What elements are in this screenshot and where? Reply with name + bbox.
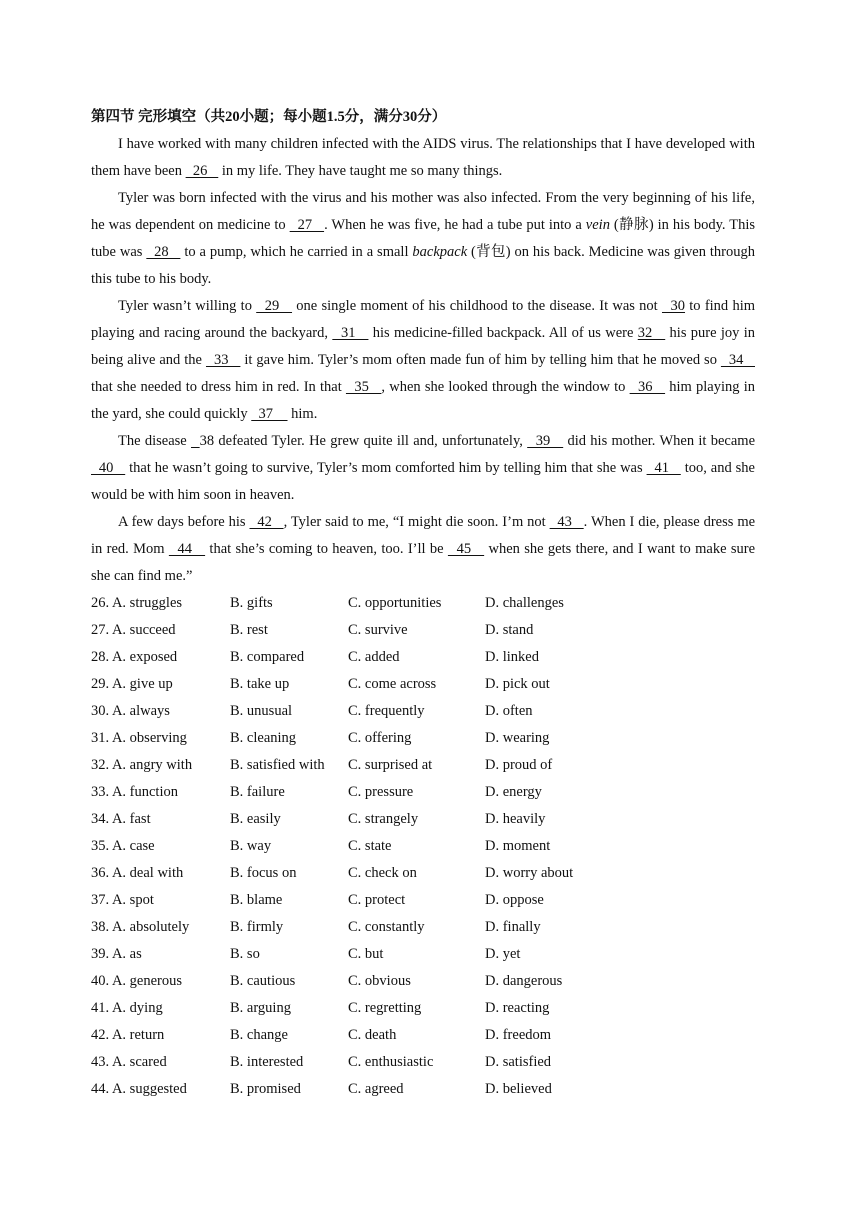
passage-text: 38 defeated Tyler. He grew quite ill and, unfortunately, <box>199 433 528 449</box>
question-options-row <box>91 968 755 995</box>
passage-text: one single moment of his childhood to the disease. It was not <box>292 298 662 314</box>
blank-number: 42 <box>249 514 284 530</box>
option-b: B. arguing <box>230 1000 291 1016</box>
option-b: B. blame <box>230 892 283 908</box>
blank-number: 40 <box>91 460 126 476</box>
passage-text: Tyler wasn’t willing to <box>118 298 257 314</box>
option-c: C. death <box>348 1027 397 1043</box>
question-options-row <box>91 698 755 725</box>
passage-text: that she’s coming to heaven, too. I’ll be <box>205 541 448 557</box>
option-d: D. pick out <box>485 676 550 692</box>
passage-text: . When he was five, he had a tube put into a <box>324 217 586 233</box>
option-c: C. obvious <box>348 973 411 989</box>
option-a: 33. A. function <box>91 784 178 800</box>
options-list <box>91 590 755 1103</box>
option-c: C. but <box>348 946 384 962</box>
passage-text: too, and she would be with him soon in heaven. <box>91 460 755 503</box>
cloze-passage <box>91 131 755 590</box>
option-d: D. moment <box>485 838 551 854</box>
option-a: 40. A. generous <box>91 973 183 989</box>
question-options-row <box>91 671 755 698</box>
option-c: C. pressure <box>348 784 414 800</box>
italic-term: backpack <box>412 244 468 260</box>
question-options-row <box>91 914 755 941</box>
option-d: D. believed <box>485 1081 552 1097</box>
option-a: 37. A. spot <box>91 892 154 908</box>
option-a: 31. A. observing <box>91 730 187 746</box>
blank-number <box>191 433 200 449</box>
blank-number: 39 <box>527 433 564 449</box>
option-c: C. opportunities <box>348 595 442 611</box>
option-b: B. promised <box>230 1081 301 1097</box>
option-a: 30. A. always <box>91 703 170 719</box>
passage-text: , Tyler said to me, “I might die soon. I’m not <box>283 514 550 530</box>
option-b: B. cleaning <box>230 730 297 746</box>
passage-paragraph <box>91 293 755 428</box>
option-c: C. frequently <box>348 703 425 719</box>
option-d: D. heavily <box>485 811 546 827</box>
question-options-row <box>91 725 755 752</box>
option-b: B. focus on <box>230 865 297 881</box>
option-a: 27. A. succeed <box>91 622 176 638</box>
option-a: 35. A. case <box>91 838 155 854</box>
option-c: C. check on <box>348 865 417 881</box>
option-a: 29. A. give up <box>91 676 173 692</box>
blank-number: 26 <box>185 163 219 179</box>
option-d: D. dangerous <box>485 973 563 989</box>
option-c: C. constantly <box>348 919 425 935</box>
passage-paragraph <box>91 131 755 185</box>
question-options-row <box>91 644 755 671</box>
passage-text: . When I die, please dress me in red. Mom <box>91 514 756 557</box>
option-c: C. come across <box>348 676 437 692</box>
passage-text: to find him playing and racing around the backyard, <box>91 298 756 341</box>
option-d: D. energy <box>485 784 542 800</box>
option-b: B. interested <box>230 1054 304 1070</box>
blank-number: 37 <box>251 406 288 422</box>
option-d: D. worry about <box>485 865 574 881</box>
option-a: 36. A. deal with <box>91 865 184 881</box>
passage-text: to a pump, which he carried in a small <box>180 244 413 260</box>
blank-number: 30 <box>661 298 686 314</box>
option-b: B. unusual <box>230 703 293 719</box>
blank-number: 44 <box>168 541 206 557</box>
question-options-row <box>91 1022 755 1049</box>
passage-text: in my life. They have taught me so many things. <box>218 163 503 179</box>
blank-number: 36 <box>629 379 666 395</box>
blank-number: 31 <box>332 325 369 341</box>
option-d: D. stand <box>485 622 534 638</box>
option-b: B. compared <box>230 649 305 665</box>
passage-paragraph <box>91 428 755 509</box>
option-a: 28. A. exposed <box>91 649 178 665</box>
blank-number: 27 <box>289 217 325 233</box>
passage-text: that he wasn’t going to survive, Tyler’s mom comforted him by telling him that she was <box>125 460 647 476</box>
blank-number: 34 <box>720 352 755 368</box>
option-d: D. satisfied <box>485 1054 552 1070</box>
option-d: D. proud of <box>485 757 553 773</box>
passage-text: Tyler was born infected with the virus and his mother was also infected. From the very beginning of his life, he was dependent on medicine to <box>91 190 755 233</box>
option-c: C. strangely <box>348 811 419 827</box>
passage-text: The disease <box>118 433 192 449</box>
passage-text: his medicine-filled backpack. All of us were <box>368 325 638 341</box>
option-a: 38. A. absolutely <box>91 919 190 935</box>
blank-number: 45 <box>447 541 485 557</box>
option-b: B. take up <box>230 676 290 692</box>
option-c: C. added <box>348 649 400 665</box>
option-a: 42. A. return <box>91 1027 165 1043</box>
option-d: D. reacting <box>485 1000 550 1016</box>
question-options-row <box>91 590 755 617</box>
option-b: B. failure <box>230 784 285 800</box>
option-c: C. surprised at <box>348 757 433 773</box>
question-options-row <box>91 995 755 1022</box>
option-d: D. yet <box>485 946 521 962</box>
passage-text: that she needed to dress him in red. In that <box>91 379 346 395</box>
question-options-row <box>91 860 755 887</box>
question-options-row <box>91 806 755 833</box>
option-c: C. offering <box>348 730 412 746</box>
option-b: B. firmly <box>230 919 284 935</box>
option-b: B. way <box>230 838 272 854</box>
option-b: B. gifts <box>230 595 273 611</box>
option-d: D. linked <box>485 649 539 665</box>
option-c: C. enthusiastic <box>348 1054 434 1070</box>
passage-text: I have worked with many children infected with the AIDS virus. The relationships that I have developed with them have been <box>91 136 755 179</box>
question-options-row <box>91 752 755 779</box>
option-c: C. protect <box>348 892 406 908</box>
option-a: 26. A. struggles <box>91 595 183 611</box>
blank-number: 28 <box>146 244 181 260</box>
passage-text: when she gets there, and I want to make sure she can find me.” <box>91 541 756 584</box>
blank-number: 35 <box>345 379 382 395</box>
passage-text: (背包) on his back. Medicine was given through this tube to his body. <box>91 244 755 287</box>
passage-text: his pure joy in being alive and the <box>91 325 755 368</box>
option-c: C. agreed <box>348 1081 404 1097</box>
option-c: C. survive <box>348 622 408 638</box>
option-a: 39. A. as <box>91 946 142 962</box>
blank-number: 41 <box>646 460 681 476</box>
question-options-row <box>91 941 755 968</box>
passage-paragraph <box>91 509 755 590</box>
option-b: B. change <box>230 1027 288 1043</box>
blank-number: 43 <box>549 514 584 530</box>
option-c: C. state <box>348 838 392 854</box>
passage-text: it gave him. Tyler’s mom often made fun of him by telling him that he moved so <box>240 352 721 368</box>
question-options-row <box>91 779 755 806</box>
option-b: B. cautious <box>230 973 296 989</box>
option-b: B. so <box>230 946 260 962</box>
italic-term: vein <box>585 217 610 233</box>
passage-text: him. <box>287 406 318 422</box>
blank-number: 29 <box>256 298 293 314</box>
option-c: C. regretting <box>348 1000 422 1016</box>
option-a: 41. A. dying <box>91 1000 163 1016</box>
option-d: D. finally <box>485 919 541 935</box>
option-d: D. often <box>485 703 533 719</box>
option-d: D. wearing <box>485 730 550 746</box>
question-options-row <box>91 1076 755 1103</box>
question-options-row <box>91 617 755 644</box>
option-a: 44. A. suggested <box>91 1081 187 1097</box>
blank-number: 33 <box>205 352 241 368</box>
passage-text: did his mother. When it became <box>563 433 756 449</box>
option-a: 43. A. scared <box>91 1054 167 1070</box>
option-d: D. oppose <box>485 892 544 908</box>
option-b: B. rest <box>230 622 268 638</box>
option-a: 34. A. fast <box>91 811 151 827</box>
passage-text: A few days before his <box>118 514 250 530</box>
question-options-row <box>91 1049 755 1076</box>
option-d: D. challenges <box>485 595 564 611</box>
passage-paragraph <box>91 185 755 293</box>
passage-text: (静脉) in his body. This tube was <box>91 217 755 260</box>
option-b: B. easily <box>230 811 281 827</box>
question-options-row <box>91 887 755 914</box>
passage-text: , when she looked through the window to <box>381 379 630 395</box>
option-d: D. freedom <box>485 1027 552 1043</box>
blank-number: 32 <box>637 325 666 341</box>
section-heading: 第四节 完形填空（共20小题；每小题1.5分，满分30分） <box>91 109 447 125</box>
option-b: B. satisfied with <box>230 757 325 773</box>
exam-page <box>91 104 755 1103</box>
question-options-row <box>91 833 755 860</box>
passage-text: him playing in the yard, she could quickly <box>91 379 755 422</box>
option-a: 32. A. angry with <box>91 757 193 773</box>
